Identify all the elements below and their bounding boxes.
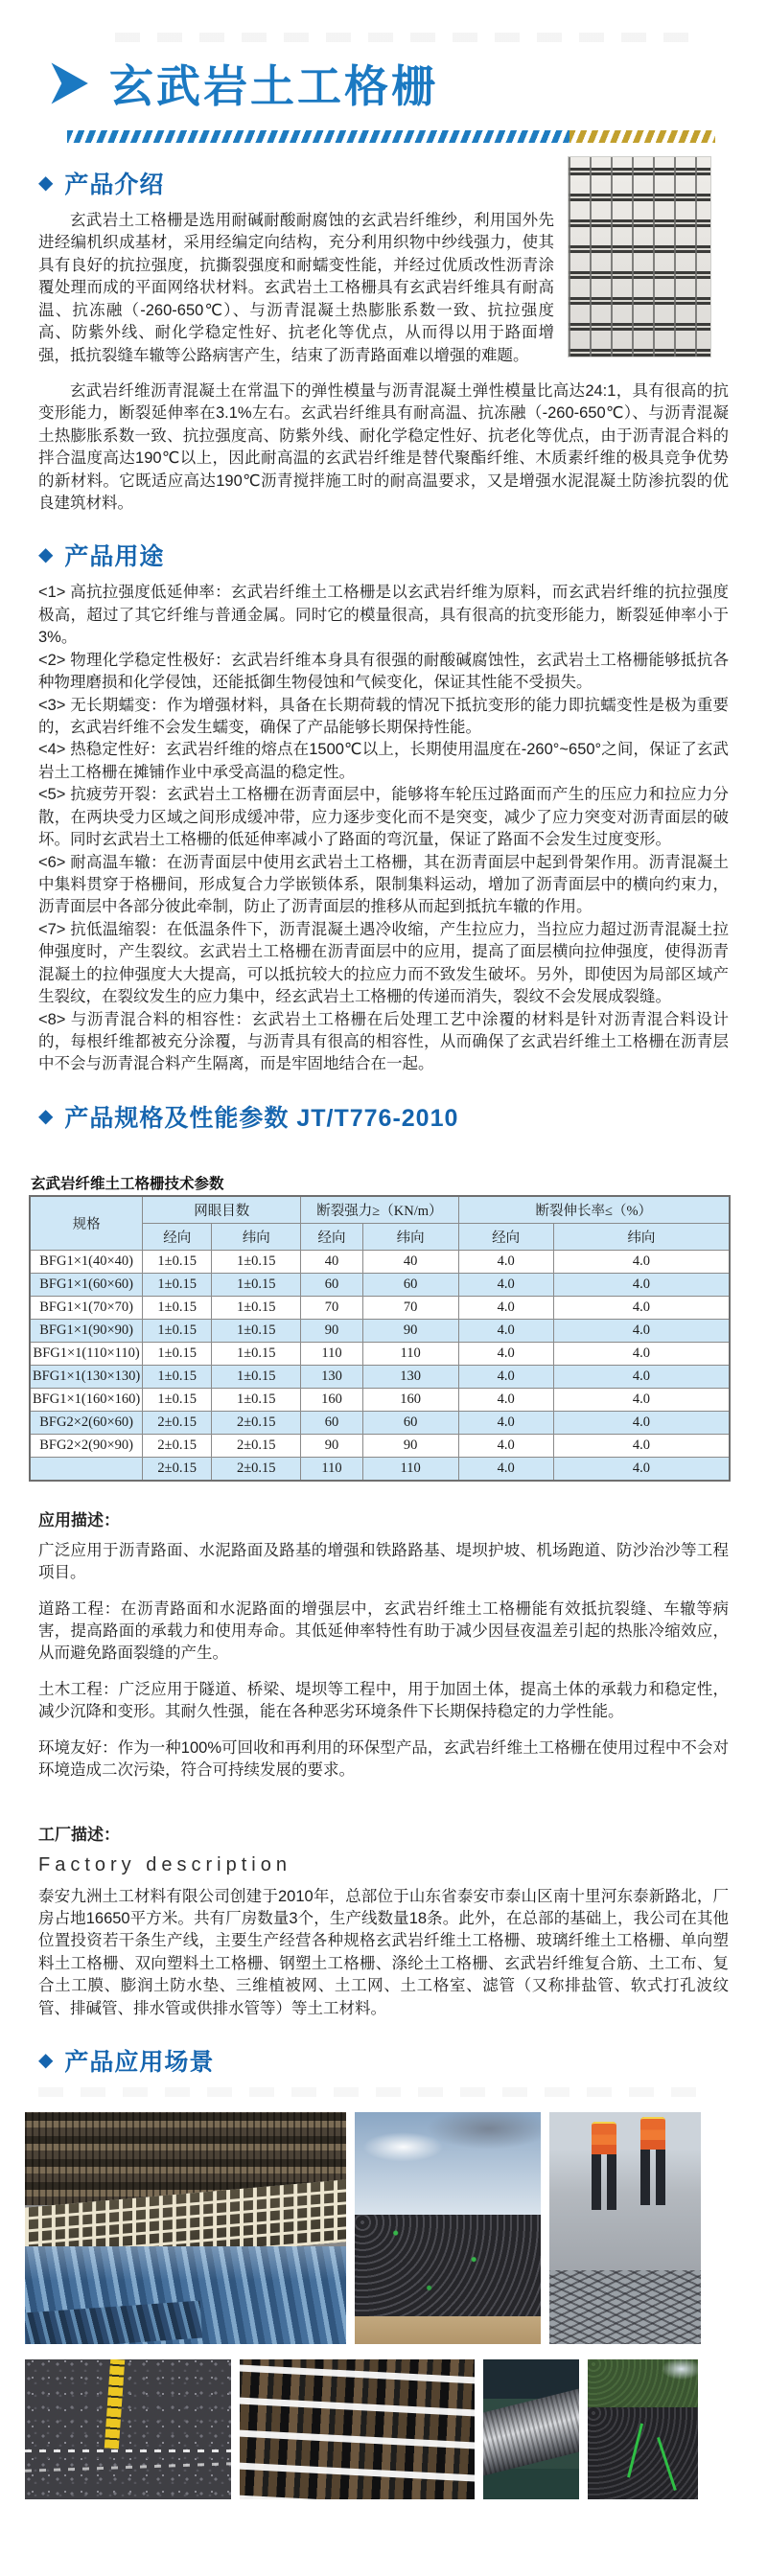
col-mesh: 网眼目数 [143, 1196, 301, 1224]
section-heading-uses [38, 538, 767, 572]
col-spec: 规格 [30, 1196, 143, 1251]
use-item: <7> 抗低温缩裂：在低温条件下，沥青混凝土遇冷收缩，产生拉应力，当拉应力超过沥青混凝土拉伸强度时，产生裂纹。玄武岩土工格栅在沥青面层中的应用，提高了面层横向拉伸强度，使得沥青混凝土的拉伸强度大大提高，可以抵抗较大的拉应力而不致发生破坏。另外，即使因为局部区域产生裂纹，在裂纹发生的应力集中，经玄武岩土工格栅的传递而消失，裂纹不会发展成裂缝。 [38, 920, 729, 1006]
cell: 2±0.15 [143, 1457, 212, 1481]
page-title: 玄武岩土工格栅 [109, 61, 438, 111]
cell: 60 [301, 1411, 362, 1434]
diamond-icon: ◆ [38, 2050, 54, 2072]
product-mesh-photo [568, 156, 711, 357]
factory-label: 工厂描述： [38, 1825, 120, 1844]
cell: 110 [362, 1342, 458, 1365]
section-intro [0, 166, 767, 515]
section-heading-specs [38, 1099, 767, 1134]
page-header [50, 52, 767, 115]
cell: 40 [301, 1250, 362, 1273]
table-row [30, 1388, 730, 1411]
cell: 4.0 [553, 1388, 730, 1411]
cell: 1±0.15 [212, 1273, 301, 1296]
col-elong: 断裂伸长率≤（%） [458, 1196, 730, 1224]
application-body [38, 1540, 729, 1782]
photo-art-vest [592, 2122, 616, 2154]
cell: 1±0.15 [212, 1319, 301, 1342]
table-row [30, 1434, 730, 1457]
cell-spec: BFG1×1(130×130) [30, 1365, 143, 1388]
diamond-icon: ◆ [38, 172, 54, 194]
cell-spec: BFG1×1(60×60) [30, 1273, 143, 1296]
section-scenes [0, 2043, 767, 2499]
use-item: <6> 耐高温车辙：在沥青面层中使用玄武岩土工格栅，其在沥青面层中起到骨架作用。沥青混凝土中集料贯穿于格栅间，形成复合力学嵌锁体系，限制集料运动，增加了沥青面层中的横向约束力，沥青面层中各部分彼此牵制，防止了沥青面层的推移从而起到抵抗车辙的作用。 [38, 853, 729, 916]
cell-spec: BFG1×1(160×160) [30, 1388, 143, 1411]
cell: 160 [301, 1388, 362, 1411]
page-footer-space [0, 2499, 767, 2543]
col-weft: 纬向 [362, 1223, 458, 1250]
intro-paragraph-2: 玄武岩纤维沥青混凝土在常温下的弹性模量与沥青混凝土弹性模量比高达24:1，具有很高的抗变形能力，断裂延伸率在3.1%左右。玄武岩纤维具有耐高温、抗冻融（-260-650℃）、与沥青混凝土热膨胀系数一致、抗拉强度高、防紫外线、耐化学稳定性好、抗老化等优点，由于沥青混合料的拌合温度高达190℃以上，因此耐高温的玄武岩纤维是替代聚酯纤维、木质素纤维的极具竞争优势的新材料。它既适应高达190℃沥青搅拌施工时的耐高温要求，又是增强水泥混凝土防渗抗裂的优良建筑材料。 [38, 381, 729, 513]
uses-heading-text: 产品用途 [64, 543, 165, 571]
photo-art-fiber-line [25, 2450, 231, 2452]
cell-spec: BFG1×1(70×70) [30, 1296, 143, 1319]
diamond-icon: ◆ [38, 544, 54, 566]
photo-packed-bags-yard [355, 2112, 541, 2344]
cell: 70 [362, 1296, 458, 1319]
cell: 1±0.15 [143, 1319, 212, 1342]
photo-art-vest [640, 2117, 665, 2150]
intro-body [38, 210, 729, 515]
cell: 4.0 [458, 1319, 553, 1342]
cell: 70 [301, 1296, 362, 1319]
spec-table-title: 玄武岩纤维土工格栅技术参数 [31, 1175, 224, 1192]
cell: 2±0.15 [212, 1457, 301, 1481]
table-row [30, 1457, 730, 1481]
photo-production-line [25, 2112, 346, 2344]
specs-heading-text: 产品规格及性能参数 JT/T776-2010 [64, 1104, 459, 1132]
photo-art-grid-texture [549, 2270, 701, 2344]
photo-art-sky [355, 2112, 541, 2214]
photo-art-worker-2 [640, 2117, 665, 2205]
application-paragraph: 道路工程：在沥青路面和水泥路面的增强层中，玄武岩纤维土工格栅能有效抵抗裂缝、车辙等病害，提高路面的承载力和使用寿命。其低延伸率特性有助于减少因昼夜温差引起的热胀冷缩效应，从而避免路面裂缝的产生。 [38, 1599, 729, 1663]
factory-paragraph: 泰安九洲土工材料有限公司创建于2010年，总部位于山东省泰安市泰山区南十里河东泰新路北，厂房占地16650平方米。共有厂房数量3个，生产线数量18条。此外，在总部的基础上，我公司在其他位置投资若干条生产线，主要生产经营各种规格玄武岩纤维土工格栅、玻璃纤维土工格栅、单向塑料土工格栅、双向塑料土工格栅、钢塑土工格栅、涤纶土工格栅、玄武岩纤维复合筋、土工布、复合土工膜、膨润土防水垫、三维植被网、土工网、土工格室、滤管（又称排盐管、软式打孔波纹管、排碱管、排水管或供排水管等）等土工材料。 [38, 1887, 729, 2017]
photo-geogrid-closeup [240, 2359, 475, 2499]
intro-paragraph-1: 玄武岩土工格栅是选用耐碱耐酸耐腐蚀的玄武岩纤维纱，利用国外先进经编机织成基材，采用经编定向结构，充分利用织物中纱线强力，使其具有良好的抗拉强度，抗撕裂强度和耐蠕变性能，并经过优质改性沥青涂覆处理而成的平面网络状材料。玄武岩土工格栅具有玄武岩纤维具有耐高温、抗冻融（-260-650℃）、与沥青混凝土热膨胀系数一致、抗拉强度高、防紫外线、耐化学稳定性好、抗老化等优点，从而得以用于路面增强，抵抗裂缝车辙等公路病害产生，结束了沥青路面难以增强的难题。 [38, 212, 554, 364]
photo-machine-roller [483, 2359, 579, 2499]
photo-art-bags [355, 2215, 541, 2316]
divider-blue-stripes [67, 130, 569, 143]
cell: 90 [301, 1434, 362, 1457]
cell: 2±0.15 [143, 1411, 212, 1434]
spec-table [29, 1195, 731, 1482]
use-item: <8> 与沥青混合料的相容性：玄武岩土工格栅在后处理工艺中涂覆的材料是针对沥青混合料设计的，每根纤维都被充分涂覆，与沥青具有很高的相容性，从而确保了玄武岩纤维土工格栅在沥青层中不会与沥青混合料产生隔离，而是牢固地结合在一起。 [38, 1010, 729, 1073]
cell: 2±0.15 [212, 1434, 301, 1457]
table-row [30, 1273, 730, 1296]
photo-art-grid [240, 2359, 475, 2499]
photo-art-bag-pile [588, 2407, 698, 2499]
cell: 4.0 [553, 1434, 730, 1457]
photo-art-legs [640, 2150, 665, 2205]
table-row [30, 1365, 730, 1388]
cell: 4.0 [458, 1457, 553, 1481]
diamond-icon: ◆ [38, 1105, 54, 1127]
section-uses [0, 538, 767, 1075]
cell: 1±0.15 [212, 1342, 301, 1365]
cell: 130 [301, 1365, 362, 1388]
cell: 1±0.15 [143, 1388, 212, 1411]
cell: 4.0 [458, 1434, 553, 1457]
uses-list [38, 582, 729, 1075]
section-application [0, 1506, 767, 1782]
section-factory [0, 1821, 767, 2021]
use-item: <2> 物理化学稳定性极好：玄武岩纤维本身具有很强的耐酸碱腐蚀性，玄武岩土工格栅能够抵抗各种物理磨损和化学侵蚀，还能抵御生物侵蚀和气候变化，保证其性能不受损失。 [38, 651, 729, 692]
cell: 4.0 [553, 1273, 730, 1296]
cell: 60 [362, 1273, 458, 1296]
cell: 2±0.15 [143, 1434, 212, 1457]
col-strength: 断裂强力≥（KN/m） [301, 1196, 458, 1224]
cell-spec: BFG1×1(40×40) [30, 1250, 143, 1273]
use-item: <1> 高抗拉强度低延伸率：玄武岩纤维土工格栅是以玄武岩纤维为原料，而玄武岩纤维的抗拉强度极高，超过了其它纤维与普通金属。同时它的模量很高，具有很高的抗变形能力，断裂延伸率小于3%。 [38, 584, 729, 647]
cell: 90 [362, 1319, 458, 1342]
scenes-heading-text: 产品应用场景 [64, 2049, 215, 2077]
striped-divider [67, 130, 715, 143]
cell: 110 [301, 1342, 362, 1365]
photo-art-worker-1 [592, 2122, 616, 2210]
cell: 110 [362, 1457, 458, 1481]
watermark-pattern-mid [38, 2087, 700, 2097]
cell-spec: BFG1×1(110×110) [30, 1342, 143, 1365]
section-heading-scenes [38, 2043, 767, 2078]
col-weft: 纬向 [212, 1223, 301, 1250]
cell: 1±0.15 [143, 1365, 212, 1388]
factory-body [38, 1886, 729, 2021]
cell: 90 [301, 1319, 362, 1342]
title-arrow-icon [50, 59, 94, 107]
use-item: <5> 抗疲劳开裂：玄武岩土工格栅在沥青面层中，能够将车轮压过路面而产生的压应力和拉应力分散，在两块受力区域之间形成缓冲带，应力逐步变化而不是突变，减少了应力突变对沥青面层的破坏。同时玄武岩土工格栅的低延伸率减小了路面的弯沉量，保证了路面不会发生过度变形。 [38, 786, 729, 849]
col-warp: 经向 [301, 1223, 362, 1250]
photo-art-asphalt [25, 2359, 231, 2499]
cell: 4.0 [458, 1273, 553, 1296]
col-warp: 经向 [458, 1223, 553, 1250]
cell: 4.0 [553, 1250, 730, 1273]
cell: 160 [362, 1388, 458, 1411]
cell: 4.0 [553, 1296, 730, 1319]
photo-bag-stacks-outdoor [588, 2359, 698, 2499]
cell: 1±0.15 [212, 1296, 301, 1319]
table-row [30, 1411, 730, 1434]
photo-concrete-workers [549, 2112, 701, 2344]
cell: 4.0 [458, 1411, 553, 1434]
cell-spec [30, 1457, 143, 1481]
spec-table-head [30, 1196, 730, 1251]
cell: 1±0.15 [143, 1342, 212, 1365]
use-item: <3> 无长期蠕变：作为增强材料，具备在长期荷载的情况下抵抗变形的能力即抗蠕变性是极为重要的，玄武岩纤维不会发生蠕变，确保了产品能够长期保持性能。 [38, 696, 729, 737]
application-paragraph: 环境友好：作为一种100%可回收和再利用的环保型产品，玄武岩纤维土工格栅在使用过程中不会对环境造成二次污染，符合可持续发展的要求。 [38, 1738, 729, 1780]
divider-gold-stripes [569, 130, 715, 143]
section-specs [0, 1099, 767, 1482]
cell-spec: BFG1×1(90×90) [30, 1319, 143, 1342]
col-weft: 纬向 [553, 1223, 730, 1250]
application-paragraph: 土木工程：广泛应用于隧道、桥梁、堤坝等工程中，用于加固土体，提高土体的承载力和稳定性，减少沉降和变形。其耐久性强，能在各种恶劣环境条件下长期保持稳定的力学性能。 [38, 1680, 729, 1721]
photo-row-1 [25, 2112, 767, 2344]
cell: 4.0 [458, 1365, 553, 1388]
cell: 1±0.15 [212, 1250, 301, 1273]
table-row [30, 1319, 730, 1342]
cell: 4.0 [553, 1365, 730, 1388]
photo-art-trees [588, 2359, 698, 2407]
cell: 4.0 [458, 1296, 553, 1319]
factory-label-en: Factory description [38, 1853, 291, 1875]
cell: 60 [301, 1273, 362, 1296]
col-warp: 经向 [143, 1223, 212, 1250]
cell: 1±0.15 [212, 1365, 301, 1388]
cell: 4.0 [458, 1342, 553, 1365]
spec-table-wrap [29, 1172, 734, 1482]
cell: 1±0.15 [143, 1250, 212, 1273]
cell: 4.0 [553, 1342, 730, 1365]
photo-art-legs [592, 2154, 616, 2210]
cell: 1±0.15 [212, 1388, 301, 1411]
photo-art-ground [355, 2316, 541, 2344]
application-paragraph: 广泛应用于沥青路面、水泥路面及路基的增强和铁路路基、堤坝护坡、机场跑道、防沙治沙等工程项目。 [38, 1541, 729, 1582]
cell-spec: BFG2×2(60×60) [30, 1411, 143, 1434]
cell: 110 [301, 1457, 362, 1481]
watermark-pattern-top [115, 33, 700, 42]
use-item: <4> 热稳定性好：玄武岩纤维的熔点在1500℃以上，长期使用温度在-260°~650°之间，保证了玄武岩土工格栅在摊铺作业中承受高温的稳定性。 [38, 741, 729, 781]
cell: 60 [362, 1411, 458, 1434]
cell: 1±0.15 [143, 1296, 212, 1319]
application-label: 应用描述： [38, 1510, 120, 1530]
photo-row-2 [25, 2359, 767, 2499]
intro-heading-text: 产品介绍 [64, 172, 165, 198]
cell: 40 [362, 1250, 458, 1273]
cell: 130 [362, 1365, 458, 1388]
table-row [30, 1342, 730, 1365]
photo-asphalt-measure [25, 2359, 231, 2499]
cell: 4.0 [458, 1250, 553, 1273]
cell: 4.0 [553, 1319, 730, 1342]
cell: 4.0 [458, 1388, 553, 1411]
cell: 90 [362, 1434, 458, 1457]
table-row [30, 1250, 730, 1273]
table-row [30, 1296, 730, 1319]
cell: 4.0 [553, 1411, 730, 1434]
cell: 2±0.15 [212, 1411, 301, 1434]
cell-spec: BFG2×2(90×90) [30, 1434, 143, 1457]
cell: 4.0 [553, 1457, 730, 1481]
cell: 1±0.15 [143, 1273, 212, 1296]
